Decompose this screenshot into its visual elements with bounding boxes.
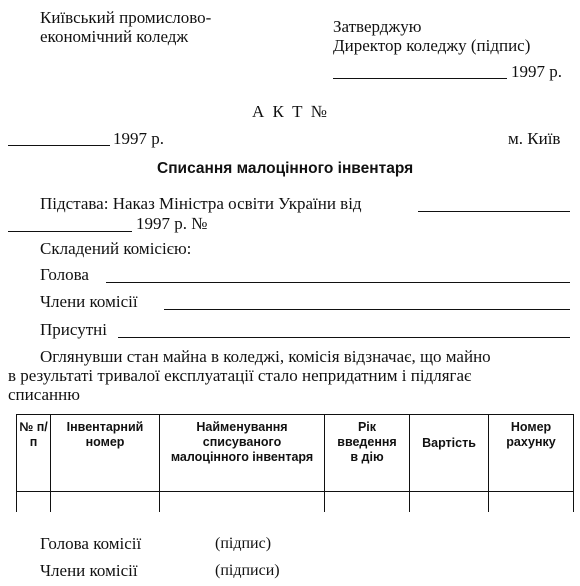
statement-line2: в результаті тривалої експлуатації стало непридатним і підлягає: [8, 366, 472, 385]
table-header-number: № п/п: [19, 420, 48, 449]
present-line: [118, 337, 570, 338]
footer-chair-label: Голова комісії: [40, 534, 142, 553]
table-header-inventory-number: Інвентарний номер: [66, 420, 144, 449]
act-year: 1997 р.: [113, 129, 164, 148]
table-border-right: [573, 414, 574, 512]
act-date-line: [8, 145, 110, 146]
basis-text: Підстава: Наказ Міністра освіти України від: [40, 194, 362, 213]
members-label: Члени комісії: [40, 292, 138, 311]
basis-date-line: [418, 211, 570, 212]
table-col-divider: [324, 414, 325, 512]
table-col-divider: [409, 414, 410, 512]
act-title: А К Т №: [252, 102, 329, 121]
table-col-divider: [159, 414, 160, 512]
members-line: [164, 309, 570, 310]
approve-date-line: [333, 78, 507, 79]
table-header-year: Рік введення в дію: [337, 420, 397, 464]
approve-year: 1997 р.: [511, 62, 562, 81]
basis-date-line-2: [8, 231, 132, 232]
table-header-bottom: [16, 491, 574, 492]
footer-members-sign: (підписи): [215, 562, 280, 579]
table-col-divider: [488, 414, 489, 512]
org-name-line1: Київський промислово-: [40, 8, 212, 27]
table-header-account-number: Номер рахунку: [506, 420, 556, 449]
approve-label: Затверджую: [333, 17, 422, 36]
act-subject: Списання малоцінного інвентаря: [157, 160, 414, 177]
commission-label: Складений комісією:: [40, 239, 192, 258]
table-header-cost: Вартість: [422, 436, 476, 450]
present-label: Присутні: [40, 320, 107, 339]
approve-director: Директор коледжу (підпис): [333, 36, 531, 55]
statement-line3: списанню: [8, 385, 80, 404]
statement-line1: Оглянувши стан майна в коледжі, комісія відзначає, що майно: [40, 347, 491, 366]
footer-chair-sign: (підпис): [215, 535, 272, 552]
org-name-line2: економічний коледж: [40, 27, 189, 46]
footer-members-label: Члени комісії: [40, 561, 138, 580]
table-header-item-name: Найменування списуваного малоцінного інвентаря: [170, 420, 314, 464]
act-city: м. Київ: [508, 129, 561, 148]
chair-label: Голова: [40, 265, 89, 284]
chair-line: [106, 282, 570, 283]
basis-year: 1997 р. №: [136, 214, 208, 233]
